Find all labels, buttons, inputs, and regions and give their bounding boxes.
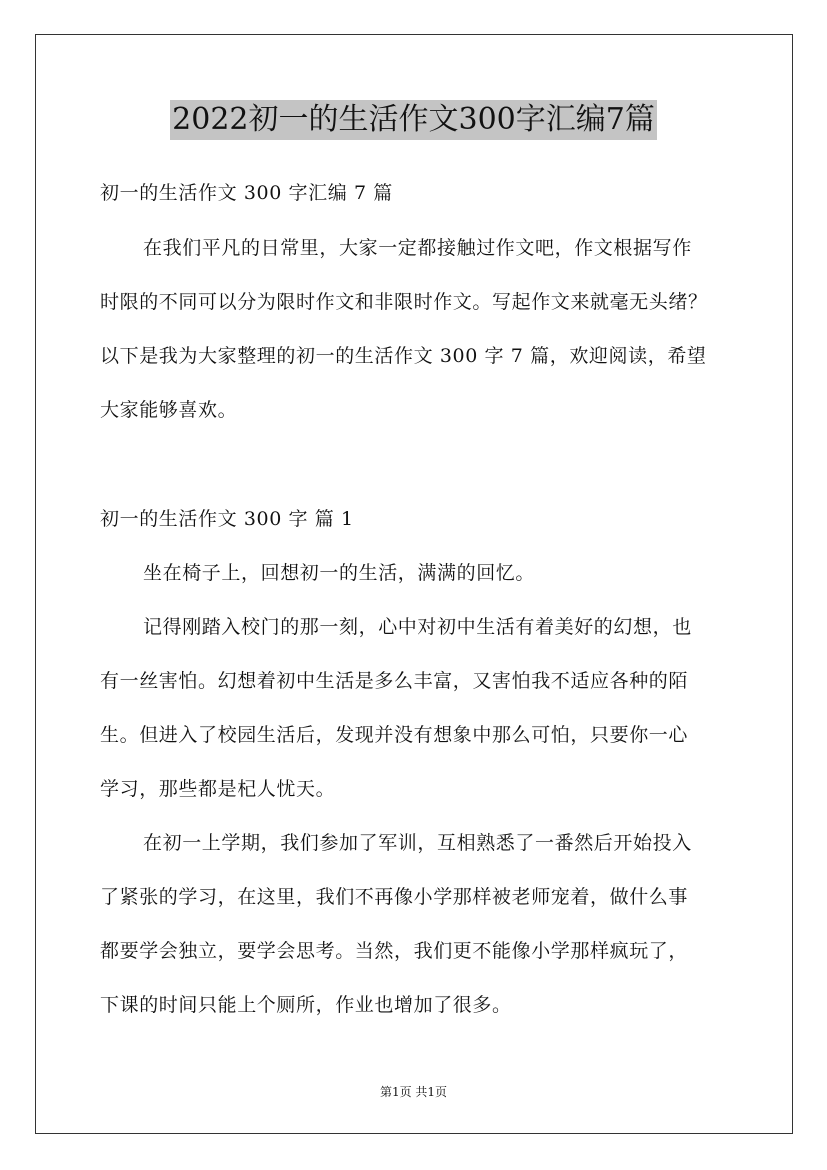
- document-subtitle: 初一的生活作文 300 字汇编 7 篇: [100, 182, 393, 204]
- intro-line: 在我们平凡的日常里，大家一定都接触过作文吧，作文根据写作: [143, 237, 692, 259]
- intro-line: 大家能够喜欢。: [100, 399, 238, 421]
- paragraph-line: 学习，那些都是杞人忧天。: [100, 778, 336, 800]
- title-container: [0, 100, 827, 140]
- paragraph-line: 都要学会独立，要学会思考。当然，我们更不能像小学那样疯玩了，: [100, 940, 689, 962]
- intro-line: 以下是我为大家整理的初一的生活作文 300 字 7 篇，欢迎阅读，希望: [100, 345, 707, 367]
- document-title: 2022初一的生活作文300字汇编7篇: [170, 100, 657, 140]
- paragraph-line: 了紧张的学习，在这里，我们不再像小学那样被老师宠着，做什么事: [100, 886, 689, 908]
- paragraph-line: 生。但进入了校园生活后，发现并没有想象中那么可怕，只要你一心: [100, 724, 689, 746]
- paragraph-line: 下课的时间只能上个厕所，作业也增加了很多。: [100, 994, 512, 1016]
- paragraph-line: 在初一上学期，我们参加了军训，互相熟悉了一番然后开始投入: [143, 832, 692, 854]
- paragraph-line: 有一丝害怕。幻想着初中生活是多么丰富，又害怕我不适应各种的陌: [100, 670, 689, 692]
- section-heading: 初一的生活作文 300 字 篇 1: [100, 508, 354, 530]
- paragraph-line: 坐在椅子上，回想初一的生活，满满的回忆。: [143, 562, 536, 584]
- paragraph-line: 记得刚踏入校门的那一刻，心中对初中生活有着美好的幻想，也: [143, 616, 692, 638]
- intro-line: 时限的不同可以分为限时作文和非限时作文。写起作文来就毫无头绪？: [100, 291, 708, 313]
- page-footer: 第1页 共1页: [379, 1085, 448, 1099]
